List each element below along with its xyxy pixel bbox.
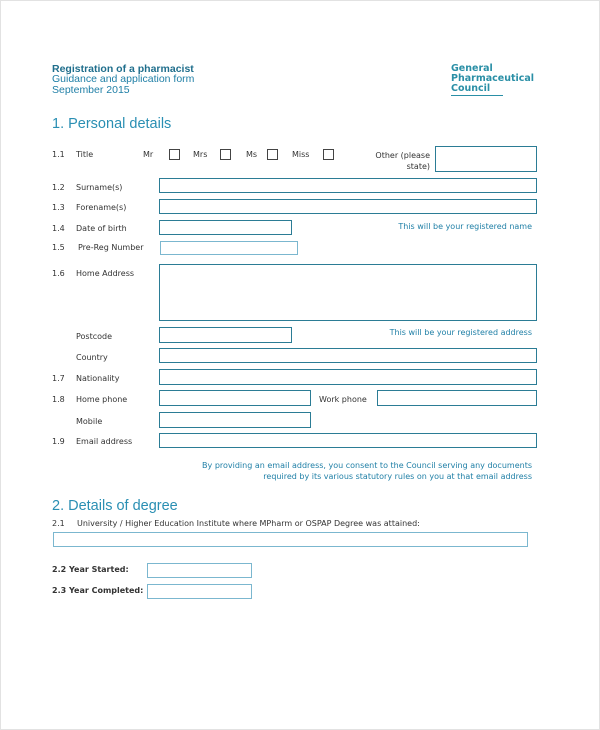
other-title-input[interactable] [435, 146, 537, 172]
item-number: 1.5 [52, 243, 65, 252]
item-number: 1.8 [52, 395, 65, 404]
document-title: Registration of a pharmacist [52, 63, 194, 75]
registered-name-note: This will be your registered name [398, 222, 532, 231]
dob-label: Date of birth [76, 224, 127, 233]
home-address-label: Home Address [76, 269, 135, 278]
other-label-line: state) [406, 162, 430, 171]
option-label-mrs: Mrs [193, 150, 208, 159]
postcode-label: Postcode [76, 332, 113, 341]
mobile-label: Mobile [76, 417, 103, 426]
logo-text: Council [451, 83, 491, 94]
surname-label: Surname(s) [76, 183, 123, 192]
checkbox-mr[interactable] [169, 149, 180, 160]
item-number: 1.3 [52, 203, 65, 212]
mobile-input[interactable] [159, 412, 311, 428]
logo-text: Pharmaceutical [451, 73, 535, 84]
home-phone-label: Home phone [76, 395, 128, 404]
university-label: University / Higher Education Institute where MPharm or OSPAP Degree was attained: [77, 519, 420, 528]
university-input[interactable] [53, 532, 528, 547]
email-label: Email address [76, 437, 133, 446]
other-label-line: Other (please [375, 151, 430, 160]
prereg-input[interactable] [160, 241, 298, 255]
document-subtitle [52, 74, 194, 96]
section-title-personal-details: 1. Personal details [52, 116, 172, 132]
item-number: 1.4 [52, 224, 65, 233]
forename-input[interactable] [159, 199, 537, 214]
logo-underline [451, 95, 503, 96]
section-title-degree-details: 2. Details of degree [52, 498, 178, 514]
dob-input[interactable] [159, 220, 292, 235]
checkbox-ms[interactable] [267, 149, 278, 160]
item-number: 2.1 [52, 519, 65, 528]
item-number: 1.6 [52, 269, 65, 278]
subtitle-date: September 2015 [52, 84, 130, 96]
registered-address-note: This will be your registered address [389, 328, 532, 337]
item-number: 1.9 [52, 437, 65, 446]
logo-text: General [451, 63, 493, 74]
home-phone-input[interactable] [159, 390, 311, 406]
note-line: required by its various statutory rules on you at that email address [263, 472, 532, 481]
year-completed-label: 2.3 Year Completed: [52, 586, 144, 595]
nationality-input[interactable] [159, 369, 537, 385]
year-started-label: 2.2 Year Started: [52, 565, 129, 574]
option-label-mr: Mr [143, 150, 154, 159]
forename-label: Forename(s) [76, 203, 127, 212]
note-line: By providing an email address, you consent to the Council serving any documents [202, 461, 532, 470]
country-label: Country [76, 353, 108, 362]
option-label-miss: Miss [292, 150, 310, 159]
postcode-input[interactable] [159, 327, 292, 343]
item-number: 1.7 [52, 374, 65, 383]
checkbox-miss[interactable] [323, 149, 334, 160]
country-input[interactable] [159, 348, 537, 363]
home-address-input[interactable] [159, 264, 537, 321]
other-title-label [356, 150, 430, 172]
work-phone-label: Work phone [319, 395, 367, 404]
nationality-label: Nationality [76, 374, 120, 383]
year-completed-input[interactable] [147, 584, 252, 599]
gphc-logo [451, 64, 534, 94]
option-label-ms: Ms [246, 150, 258, 159]
year-started-input[interactable] [147, 563, 252, 578]
title-label: Title [76, 150, 94, 159]
email-consent-note [151, 460, 532, 482]
item-number: 1.2 [52, 183, 65, 192]
item-number: 1.1 [52, 150, 65, 159]
surname-input[interactable] [159, 178, 537, 193]
work-phone-input[interactable] [377, 390, 537, 406]
checkbox-mrs[interactable] [220, 149, 231, 160]
prereg-label: Pre-Reg Number [78, 243, 144, 252]
email-input[interactable] [159, 433, 537, 448]
subtitle-line: Guidance and application form [52, 73, 195, 85]
